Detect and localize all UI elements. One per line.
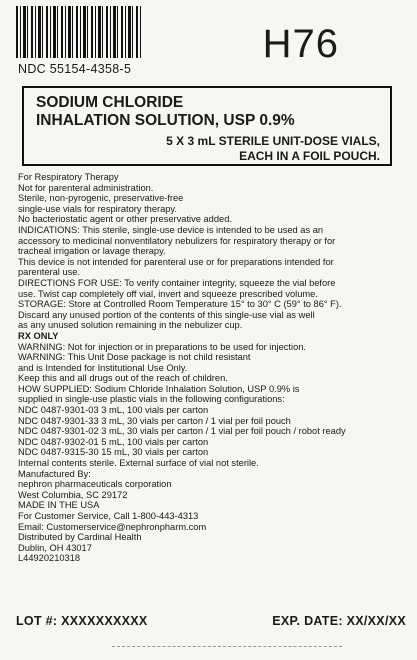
body-line: Dublin, OH 43017 [18,542,92,553]
body-line: Discard any unused portion of the contents of this single-use vial as well [18,309,315,320]
title-line-4: EACH IN A FOIL POUCH. [239,149,380,163]
body-line: nephron pharmaceuticals corporation [18,479,172,490]
body-line: Not for parenteral administration. [18,182,154,193]
body-line: NDC 0487-9315-30 15 mL, 30 vials per carton [18,447,209,458]
body-line: single-use vials for respiratory therapy. [18,203,177,214]
body-line: DIRECTIONS FOR USE: To verify container integrity, squeeze the vial before [18,277,336,288]
title-line-1: SODIUM CHLORIDE [36,94,184,111]
body-line: WARNING: Not for injection or in preparations to be used for injection. [18,341,306,352]
expiration-date: EXP. DATE: XX/XX/XX [272,614,406,628]
body-line: HOW SUPPLIED: Sodium Chloride Inhalation Solution, USP 0.9% is [18,383,300,394]
body-line: accessory to medicinal nonventilatory nebulizers for respiratory therapy or for [18,235,336,246]
body-line: No bacteriostatic agent or other preservative added. [18,214,232,225]
body-line: NDC 0487-9301-33 3 mL, 30 vials per carton / 1 vial per foil pouch [18,415,291,426]
body-line: supplied in single-use plastic vials in the following configurations: [18,394,285,405]
body-line: Sterile, non-pyrogenic, preservative-free [18,193,184,204]
body-line: L44920210318 [18,553,81,564]
body-line: tracheal irrigation or lavage therapy. [18,246,166,257]
body-line: NDC 0487-9302-01 5 mL, 100 vials per carton [18,436,209,447]
body-line: For Respiratory Therapy [18,172,119,182]
body-line: West Columbia, SC 29172 [18,489,128,500]
body-line: Internal contents sterile. External surface of vial not sterile. [18,458,259,469]
title-line-2: INHALATION SOLUTION, USP 0.9% [36,112,295,129]
perforation-line [112,646,342,647]
ndc-number: NDC 55154-4358-5 [18,62,132,76]
body-line: parenteral use. [18,267,81,278]
barcode [16,6,142,58]
body-line: Email: Customerservice@nephronpharm.com [18,521,207,532]
title-line-3: 5 X 3 mL STERILE UNIT-DOSE VIALS, [166,134,380,148]
title-box [22,86,392,166]
body-line: STORAGE: Store at Controlled Room Temperature 15° to 30° C (59° to 86° F). [18,299,342,310]
lot-number: LOT #: XXXXXXXXXX [16,614,148,628]
body-line: This device is not intended for parenteral use or for preparations intended for [18,256,334,267]
label-body [18,172,400,564]
product-code: H76 [262,22,339,66]
body-line: WARNING: This Unit Dose package is not child resistant [18,352,251,363]
body-line: Distributed by Cardinal Health [18,532,142,543]
body-line: RX ONLY [18,330,59,341]
body-line: Keep this and all drugs out of the reach of children. [18,373,228,384]
body-line: Manufactured By: [18,468,91,479]
body-line: For Customer Service, Call 1-800-443-4313 [18,511,199,521]
body-line: NDC 0487-9301-03 3 mL, 100 vials per carton [18,405,209,416]
body-line: INDICATIONS: This sterile, single-use device is intended to be used as an [18,224,324,235]
body-line: use. Twist cap completely off vial, invert and squeeze prescribed volume. [18,288,318,299]
body-line: MADE IN THE USA [18,500,100,511]
body-line: NDC 0487-9301-02 3 mL, 30 vials per carton / 1 vial per foil pouch / robot ready [18,426,346,437]
body-line: and is Intended for Institutional Use Only. [18,362,188,373]
body-line: as any unused solution remaining in the nebulizer cup. [18,320,243,331]
